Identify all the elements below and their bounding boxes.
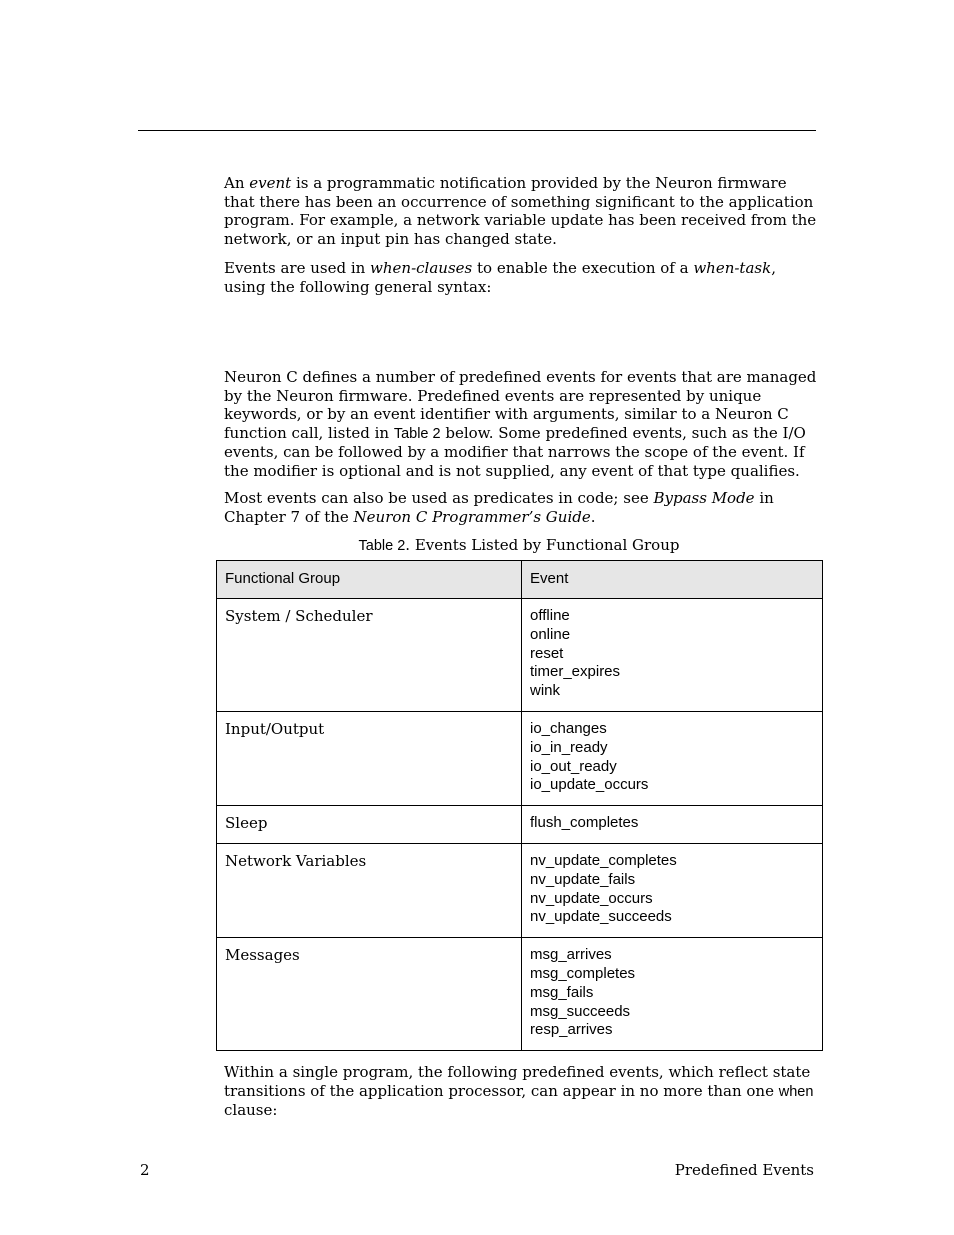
events-cell bbox=[522, 711, 823, 805]
event-item: io_out_ready bbox=[530, 757, 617, 775]
event-item: msg_fails bbox=[530, 983, 594, 1001]
event-item: nv_update_succeeds bbox=[530, 908, 672, 926]
term-when-clauses: when-clauses bbox=[370, 259, 473, 277]
event-item: msg_arrives bbox=[530, 946, 612, 964]
event-item: offline bbox=[530, 607, 570, 624]
table-row bbox=[217, 711, 823, 805]
event-item: wink bbox=[530, 682, 561, 700]
event-item: io_in_ready bbox=[530, 738, 608, 756]
paragraph-event-definition: An event is a programmatic notification provided by the Neuron firmware that there has been an occurrence of something significant to the application program. For example, a network variable update has been received from the network, or an input pin has changed state. bbox=[224, 174, 817, 248]
table-header-row bbox=[217, 561, 823, 599]
events-cell bbox=[522, 843, 823, 937]
group-cell: System / Scheduler bbox=[217, 599, 522, 712]
page-number: 2 bbox=[140, 1161, 150, 1179]
paragraph-predefined-events: Neuron C defines a number of predefined events for events that are managed by the Neuron firmware. Predefined events are represented by unique keywords, or by an event identifier with arguments, similar to a Neuron C function call, listed in Table 2 below. Some predefined events, such as the I/O events, can be followed by a modifier that narrows the scope of the event. If the modifier is optional and is not supplied, any event of that type qualifies. bbox=[224, 368, 817, 480]
events-cell bbox=[522, 806, 823, 844]
events-cell bbox=[522, 599, 823, 712]
header-functional-group: Functional Group bbox=[217, 561, 522, 599]
events-table bbox=[216, 560, 823, 1051]
table-row bbox=[217, 806, 823, 844]
term-when-task: when-task bbox=[693, 259, 772, 277]
group-cell: Network Variables bbox=[217, 843, 522, 937]
header-rule bbox=[138, 130, 816, 131]
events-cell bbox=[522, 938, 823, 1051]
term-event: event bbox=[249, 174, 292, 192]
table-reference: Table 2 bbox=[393, 425, 441, 442]
event-item: msg_succeeds bbox=[530, 1002, 631, 1020]
event-item: io_update_occurs bbox=[530, 776, 649, 794]
group-cell: Input/Output bbox=[217, 711, 522, 805]
paragraph-predicates: Most events can also be used as predicates in code; see Bypass Mode in Chapter 7 of the Neuron C Programmer’s Guide. bbox=[224, 489, 774, 526]
keyword-when: when bbox=[778, 1083, 814, 1100]
event-item: msg_completes bbox=[530, 964, 636, 982]
event-item: online bbox=[530, 625, 571, 643]
event-item: resp_arrives bbox=[530, 1021, 613, 1039]
event-item: timer_expires bbox=[530, 663, 621, 681]
paragraph-closing: Within a single program, the following predefined events, which reflect state transitions of the application processor, can appear in no more than one when clause: bbox=[224, 1063, 814, 1120]
table-row bbox=[217, 599, 823, 712]
event-item: reset bbox=[530, 644, 564, 662]
footer-section-title: Predefined Events bbox=[674, 1161, 814, 1179]
group-cell: Messages bbox=[217, 938, 522, 1051]
table-caption: Table 2. Events Listed by Functional Group bbox=[358, 536, 680, 554]
term-bypass-mode: Bypass Mode bbox=[653, 489, 755, 507]
table-row bbox=[217, 843, 823, 937]
header-event: Event bbox=[522, 561, 823, 599]
event-item: nv_update_occurs bbox=[530, 889, 653, 907]
event-item: nv_update_fails bbox=[530, 870, 636, 888]
term-programmers-guide: Neuron C Programmer’s Guide bbox=[353, 507, 591, 526]
group-cell: Sleep bbox=[217, 806, 522, 844]
table-row bbox=[217, 938, 823, 1051]
event-item: io_changes bbox=[530, 719, 607, 737]
paragraph-when-clauses: Events are used in when-clauses to enable the execution of a when-task, using the following general syntax: bbox=[224, 259, 776, 296]
event-item: flush_completes bbox=[530, 814, 639, 832]
event-item: nv_update_completes bbox=[530, 851, 677, 869]
